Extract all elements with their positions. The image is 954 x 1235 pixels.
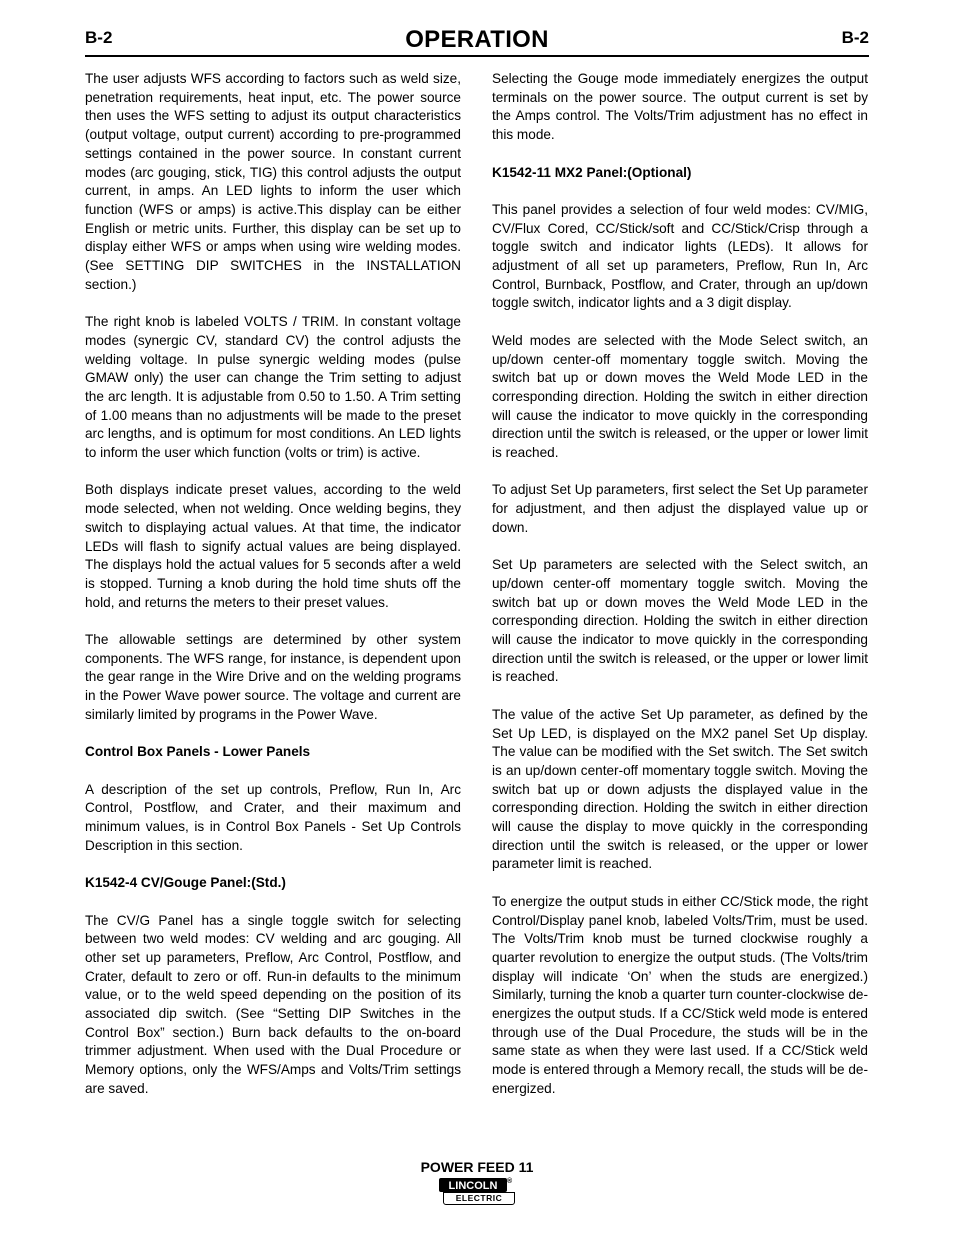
logo-top-text: LINCOLN: [439, 1178, 507, 1192]
left-paragraph: The allowable settings are determined by other system components. The WFS range, for instance, is dependent upon the gear range in the Wire Drive and on the welding programs in the Power Wave power source. The voltage and current are similarly limited by programs in the Power Wave.: [85, 632, 461, 722]
logo-bottom-text: ELECTRIC: [443, 1192, 515, 1205]
header-divider: [85, 55, 869, 57]
right-paragraph: This panel provides a selection of four weld modes: CV/MIG, CV/Flux Cored, CC/Stick/soft and CC/Stick/Crisp through a toggle switch and indicator lights (LEDs). It allows for adjustment of all set up parameters, Preflow, Run In, Arc Control, Burnback, Postflow, and Crater, through an up/down toggle switch, indicator lights and a 3 digit display.: [492, 201, 868, 311]
right-paragraph: Weld modes are selected with the Mode Select switch, an up/down center-off momentary toggle switch. Moving the switch bat up or down moves the Weld Mode LED in the corresponding direction. Holding the switch in either direction will cause the indicator to move quickly in the corresponding direction until the switch is released, or the upper or lower limit is reached.: [492, 332, 868, 461]
page-header: [85, 26, 869, 58]
logo-registered-mark: ®: [507, 1178, 513, 1185]
right-paragraph: The value of the active Set Up parameter, as defined by the Set Up LED, is displayed on the MX2 panel Set Up display. The value can be modified with the Set switch. The Set switch is an up/down center-off momentary toggle switch. Moving the switch bat up or down adjusts the displayed value in the corresponding direction. Holding the switch in either direction will cause the display to move quickly in the corresponding direction until the switch is released, or the upper or lower parameter limit is reached.: [492, 706, 868, 872]
page-number-left: B-2: [85, 28, 113, 47]
left-paragraph: The right knob is labeled VOLTS / TRIM. In constant voltage modes (synergic CV, standard CV) the control adjusts the welding voltage. In pulse synergic welding modes (pulse GMAW only) the user can change the Trim setting to adjust the arc length. It is adjustable from 0.50 to 1.50. A Trim setting of 1.00 means than no adjustments will be made to the preset arc lengths, and is optimum for most conditions. An LED lights to inform the user which function (volts or trim) is active.: [85, 314, 461, 461]
right-paragraph: Set Up parameters are selected with the Select switch, an up/down center-off momentary toggle switch. Moving the switch bat up or down moves the Weld Mode LED in the corresponding direction. Holding the switch in either direction will cause the indicator to move quickly in the corresponding direction until the switch is released, or the upper or lower limit is reached.: [492, 557, 868, 685]
right-paragraph: To adjust Set Up parameters, first select the Set Up parameter for adjustment, and then adjust the displayed value up or down.: [492, 482, 868, 535]
left-column: [85, 70, 461, 1117]
left-section-heading: Control Box Panels - Lower Panels: [85, 744, 311, 760]
left-section-heading: K1542-4 CV/Gouge Panel:(Std.): [85, 875, 286, 891]
page-number-right: B-2: [841, 28, 869, 47]
left-paragraph: The user adjusts WFS according to factors such as weld size, penetration requirements, heat input, etc. The power source then uses the WFS setting to adjust its output characteristics (output voltage, output current) according to pre-programmed settings contained in the power source. In constant current modes (arc gouging, stick, TIG) this control adjusts the output current, in amps. An LED lights to inform the user which function (WFS or amps) is active.This display can be either English or metric units. Further, this display can be set up to display either WFS or amps when using wire welding modes. (See SETTING DIP SWITCHES in the INSTALLATION section.): [85, 71, 461, 292]
right-section-heading: K1542-11 MX2 Panel:(Optional): [492, 164, 692, 180]
left-paragraph: The CV/G Panel has a single toggle switch for selecting between two weld modes: CV welding and arc gouging. All other set up parameters, Preflow, Arc Control, Postflow, and Crater, default to zero or off. Run-in defaults to the minimum value, or to the weld speed depending on the position of its associated dip switch. (See “Setting DIP Switches in the Control Box” section.) Burn back defaults to the on-board trimmer adjustment. When used with the Dual Procedure or Memory options, only the WFS/Amps and Volts/Trim settings are saved.: [85, 912, 461, 1096]
left-paragraph: A description of the set up controls, Preflow, Run In, Arc Control, Postflow, and Crater, and their maximum and minimum values, is in Control Box Panels - Set Up Controls Description in this section.: [85, 781, 461, 853]
lincoln-electric-logo: [439, 1178, 515, 1206]
left-paragraph: Both displays indicate preset values, according to the weld mode selected, when not welding. Once welding begins, they switch to displaying actual values. At that time, the indicator LEDs will flash to signify actual values are being displayed. The displays hold the actual values for 5 seconds after a weld is stopped. Turning a knob during the hold time shuts off the hold, and returns the meters to their preset values.: [85, 482, 461, 610]
page-title: OPERATION: [405, 26, 549, 53]
right-paragraph: Selecting the Gouge mode immediately energizes the output terminals on the power source. The output current is set by the Amps control. The Volts/Trim adjustment has no effect in this mode.: [492, 71, 868, 143]
right-paragraph: To energize the output studs in either CC/Stick mode, the right Control/Display panel knob, labeled Volts/Trim, must be used. The Volts/Trim knob must be turned clockwise roughly a quarter revolution to energize the output studs. (The Volts/trim display will indicate ‘On’ when the studs are energized.) Similarly, turning the knob a quarter turn counter-clockwise de-energizes the output studs. If a CC/Stick weld mode is entered through use of the Dual Procedure, the studs will be in the same state as when they were last used. If a CC/Stick weld mode is entered through a Memory recall, the studs will be de-energized.: [492, 893, 869, 1096]
footer-model-name: POWER FEED 11: [420, 1159, 534, 1175]
right-column: [492, 70, 868, 1117]
page-footer: [0, 1158, 954, 1206]
